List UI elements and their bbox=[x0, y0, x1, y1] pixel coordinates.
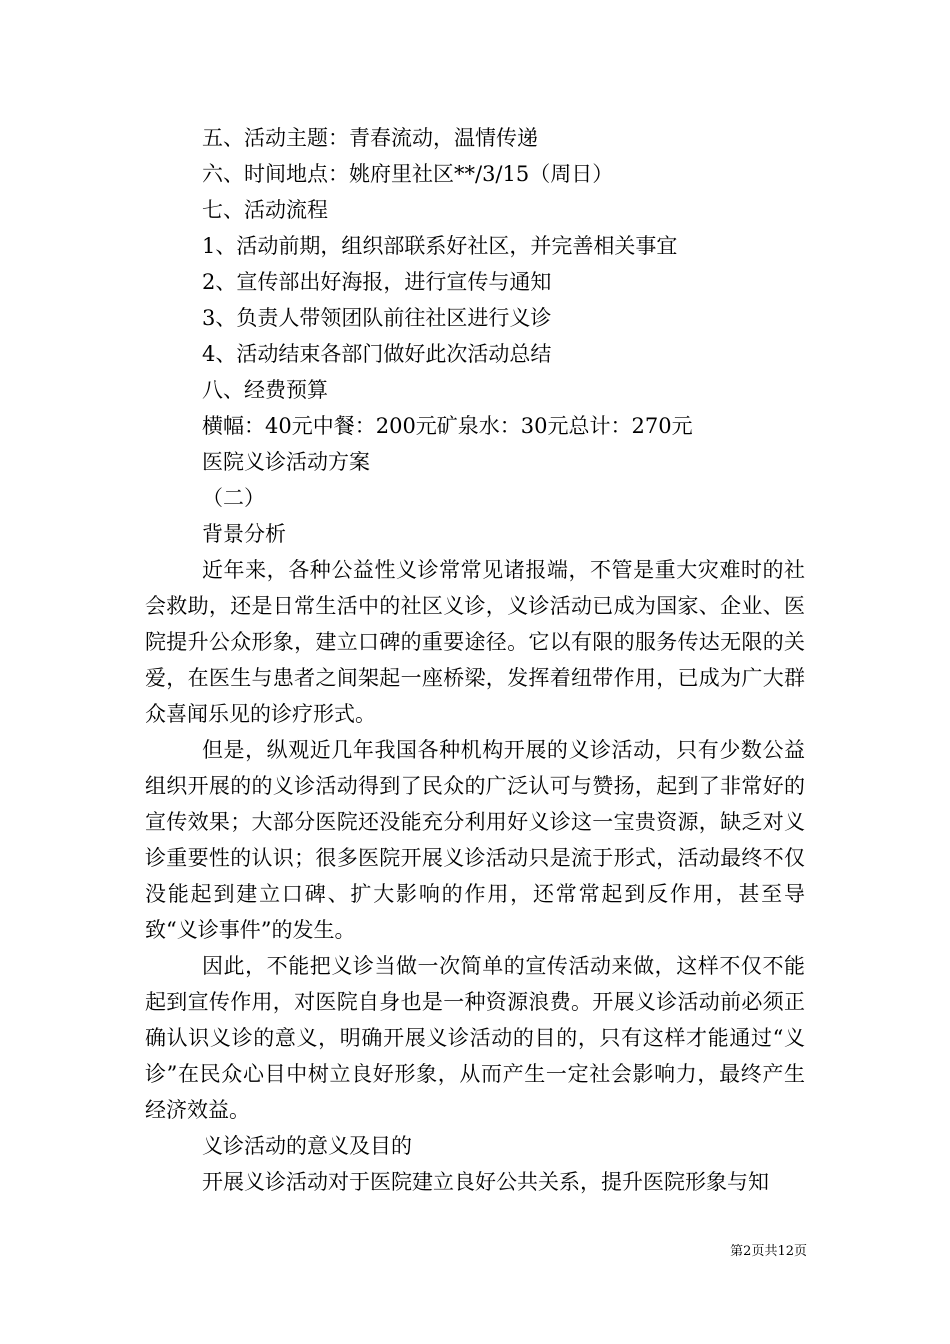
paragraph-background-3: 因此，不能把义诊当做一次简单的宣传活动来做，这样不仅不能起到宣传作用，对医院自身也是一种资源浪费。开展义诊活动前必须正确认识义诊的意义，明确开展义诊活动的目的，只有这样才能通过“义诊”在民众心目中树立良好形象，从而产生一定社会影响力，最终产生经济效益。 bbox=[145, 954, 805, 1122]
process-step-1: 1、活动前期，组织部联系好社区，并完善相关事宜 bbox=[202, 234, 678, 258]
page-number: 第2页共12页 bbox=[730, 1244, 807, 1259]
process-step-4: 4、活动结束各部门做好此次活动总结 bbox=[202, 342, 552, 366]
background-heading: 背景分析 bbox=[202, 522, 286, 546]
purpose-heading: 义诊活动的意义及目的 bbox=[202, 1134, 412, 1158]
budget-line: 横幅：40元中餐：200元矿泉水：30元总计：270元 bbox=[202, 414, 693, 438]
process-step-2: 2、宣传部出好海报，进行宣传与通知 bbox=[202, 270, 552, 294]
paragraph-background-2: 但是，纵观近几年我国各种机构开展的义诊活动，只有少数公益组织开展的的义诊活动得到了民众的广泛认可与赞扬，起到了非常好的宣传效果；大部分医院还没能充分利用好义诊这一宝贵资源，缺乏对义诊重要性的认识；很多医院开展义诊活动只是流于形式，活动最终不仅没能起到建立口碑、扩大影响的作用，还常常起到反作用，甚至导致“义诊事件”的发生。 bbox=[145, 738, 805, 942]
paragraph-purpose-start: 开展义诊活动对于医院建立良好公共关系，提升医院形象与知 bbox=[202, 1170, 769, 1194]
section-five-theme: 五、活动主题：青春流动，温情传递 bbox=[202, 126, 538, 150]
document-body bbox=[145, 120, 805, 1200]
plan-part-label: （二） bbox=[202, 486, 265, 510]
process-step-3: 3、负责人带领团队前往社区进行义诊 bbox=[202, 306, 552, 330]
section-six-time-place: 六、时间地点：姚府里社区**/3/15（周日） bbox=[202, 162, 614, 186]
paragraph-background-1: 近年来，各种公益性义诊常常见诸报端，不管是重大灾难时的社会救助，还是日常生活中的社区义诊，义诊活动已成为国家、企业、医院提升公众形象，建立口碑的重要途径。它以有限的服务传达无限的关爱，在医生与患者之间架起一座桥梁，发挥着纽带作用，已成为广大群众喜闻乐见的诊疗形式。 bbox=[145, 558, 805, 726]
section-seven-heading: 七、活动流程 bbox=[202, 198, 328, 222]
section-eight-heading: 八、经费预算 bbox=[202, 378, 328, 402]
plan-title: 医院义诊活动方案 bbox=[202, 450, 370, 474]
